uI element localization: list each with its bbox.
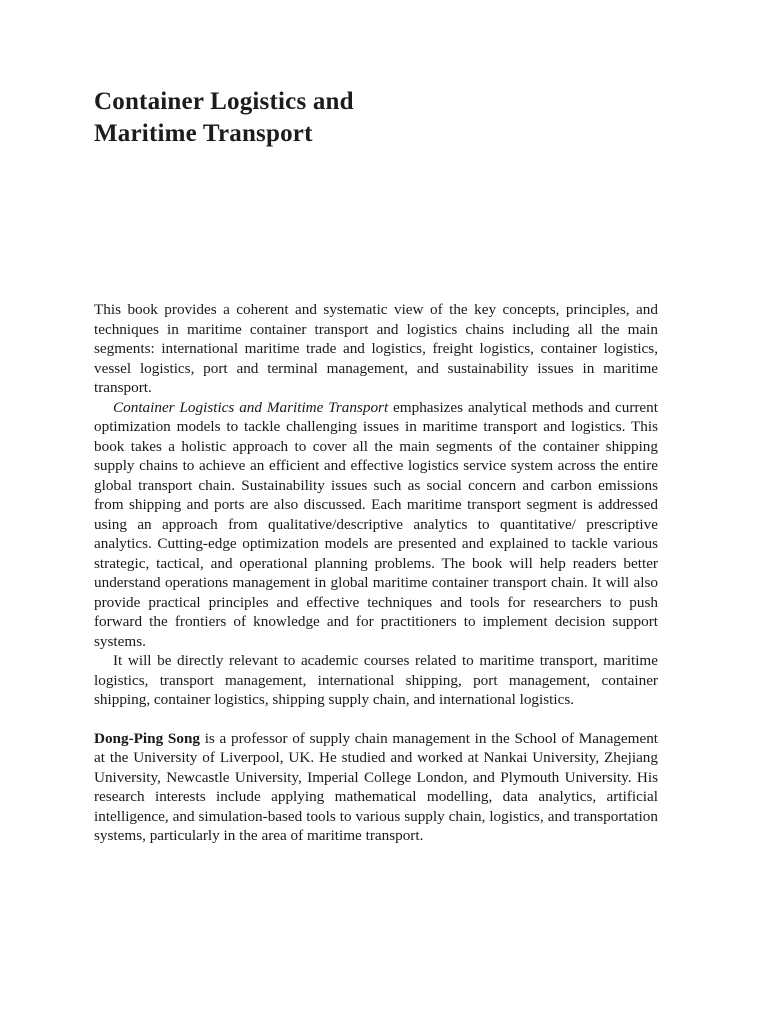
book-title-line-1: Container Logistics and (94, 88, 354, 115)
description-paragraph-2 (94, 398, 658, 652)
book-title (94, 86, 658, 150)
description-paragraph-3: It will be directly relevant to academic courses related to maritime transport, maritime logistics, transport management, international shipping, port management, container shipping, container logistics, shipping supply chain, and international logistics. (94, 652, 658, 708)
author-name: Dong-Ping Song (94, 729, 200, 747)
description-paragraph-1: This book provides a coherent and systematic view of the key concepts, principles, and techniques in maritime container transport and logistics chains including all the main segments: international maritime trade and logistics, freight logistics, container logistics, vessel logistics, port and terminal management, and sustainability issues in maritime transport. (94, 301, 658, 396)
book-description (94, 300, 658, 846)
author-bio-text: is a professor of supply chain management in the School of Management at the University of Liverpool, UK. He studied and worked at Nankai University, Zhejiang University, Newcastle University, Imperial College London, and Plymouth University. His research interests include applying mathematical modelling, data analytics, artificial intelligence, and simulation-based tools to various supply chain, logistics, and transportation systems, particularly in the area of maritime transport. (94, 729, 659, 844)
book-title-line-2: Maritime Transport (94, 120, 313, 147)
description-paragraph-2-text: emphasizes analytical methods and current optimization models to tackle challenging issues in maritime transport and logistics. This book takes a holistic approach to cover all the main segments of the container shipping supply chains to achieve an efficient and effective logistics service system across the entire global transport chain. Sustainability issues such as social concern and carbon emissions from shipping and ports are also discussed. Each maritime transport segment is addressed using an approach from qualitative/descriptive analytics to quantitative/ prescriptive analytics. Cutting-edge optimization models are presented and explained to tackle various strategic, tactical, and operational planning problems. The book will help readers better understand operations management in global maritime container transport chain. It will also provide practical principles and effective techniques and tools for researchers to push forward the frontiers of knowledge and for practitioners to implement decision support systems. (94, 398, 658, 650)
book-title-italic: Container Logistics and Maritime Transport (113, 398, 389, 416)
author-bio (94, 729, 658, 846)
